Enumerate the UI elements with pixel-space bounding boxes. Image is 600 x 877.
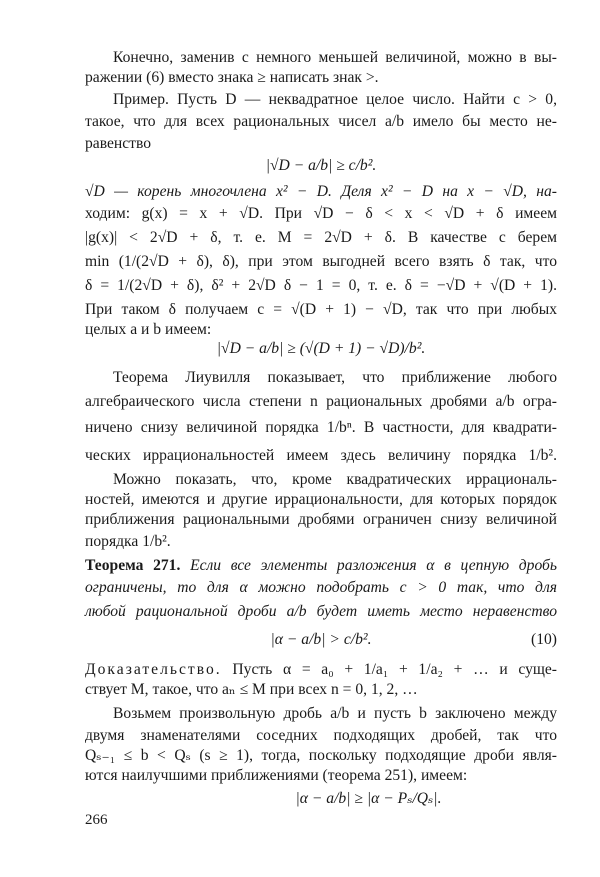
text-line: min (1/(2√D + δ), δ), при этом выгодней всего взять δ так, что: [85, 253, 557, 270]
display-formula-numbered: [85, 626, 557, 654]
theorem-text: любой рациональной дроби a/b будет иметь место неравенство: [85, 603, 557, 620]
text-line: Теорема Лиувилля показывает, что приближение любого: [113, 369, 557, 386]
text-line: алгебраического числа степени n рациональных дробями a/b огра-: [85, 393, 557, 410]
text-line: двумя знаменателями соседних подходящих дробей, так что: [85, 727, 557, 744]
theorem-title: Теорема 271.: [85, 557, 181, 574]
text-line: ются наилучшими приближениями (теорема 251), имеем:: [85, 767, 468, 784]
text-line: Возьмем произвольную дробь a/b и пусть b заключено между: [113, 705, 557, 722]
formula: |α − a/b| > c/b².: [270, 631, 372, 648]
text-line: приближения рациональными дробями ограничен снизу величиной: [85, 511, 557, 528]
display-formula: |α − a/b| ≥ |α − Pₛ/Qₛ|.: [295, 790, 442, 807]
display-formula: |√D − a/b| ≥ (√(D + 1) − √D)/b².: [216, 340, 426, 357]
text-line: ничено снизу величиной порядка 1/bⁿ. В частности, для квадрати-: [85, 419, 557, 436]
page-number: 266: [85, 812, 108, 828]
text-line: ствует M, такое, что aₙ ≤ M при всех n = 0, 1, 2, …: [85, 681, 418, 698]
text-line: δ = 1/(2√D + δ), δ² + 2√D δ − 1 = 0, т. е. δ = −√D + √(D + 1).: [85, 277, 557, 294]
display-formula: |√D − a/b| ≥ c/b².: [265, 157, 377, 174]
text-line: ческих иррациональностей имеем здесь величину порядка 1/b².: [85, 447, 557, 464]
text-line: ходим: g(x) = x + √D. При √D − δ < x < √D + δ имеем: [85, 205, 557, 222]
text-line: Можно показать, что, кроме квадратических иррациональ-: [113, 471, 557, 488]
proof-line: [85, 660, 557, 680]
proof-title: Доказательство.: [85, 661, 222, 678]
text-line: Qₛ₋₁ ≤ b < Qₛ (s ≥ 1), тогда, поскольку подходящие дроби явля-: [85, 747, 557, 764]
text-line: порядка 1/b².: [85, 533, 171, 550]
text-line: ражении (6) вместо знака ≥ написать знак >.: [85, 69, 379, 86]
text-line: √D — корень многочлена x² − D. Деля x² − D на x − √D, на-: [85, 183, 557, 200]
proof-text: Пусть α = a₀ + 1/a₁ + 1/a₂ + … и суще-: [232, 661, 557, 678]
theorem-line: [85, 556, 557, 576]
text-line: |g(x)| < 2√D + δ, т. е. M = 2√D + δ. В качестве c берем: [85, 229, 557, 246]
text-line: ностей, имеются и другие иррациональности, для которых порядок: [85, 491, 557, 508]
equation-number: (10): [531, 631, 557, 648]
text-line: Конечно, заменив c немного меньшей величиной, можно в вы-: [113, 49, 557, 66]
text-line: равенство: [85, 135, 152, 152]
text-line: При таком δ получаем c = √(D + 1) − √D, так что при любых: [85, 301, 557, 318]
theorem-text: ограничены, то для α можно подобрать c > 0 так, что для: [85, 579, 557, 596]
text-line: целых a и b имеем:: [85, 321, 212, 338]
theorem-text: Если все элементы разложения α в цепную дробь: [190, 557, 557, 574]
text-line: Пример. Пусть D — неквадратное целое число. Найти c > 0,: [113, 91, 557, 108]
text-line: такое, что для всех рациональных чисел a/b имело бы место не-: [85, 113, 557, 130]
